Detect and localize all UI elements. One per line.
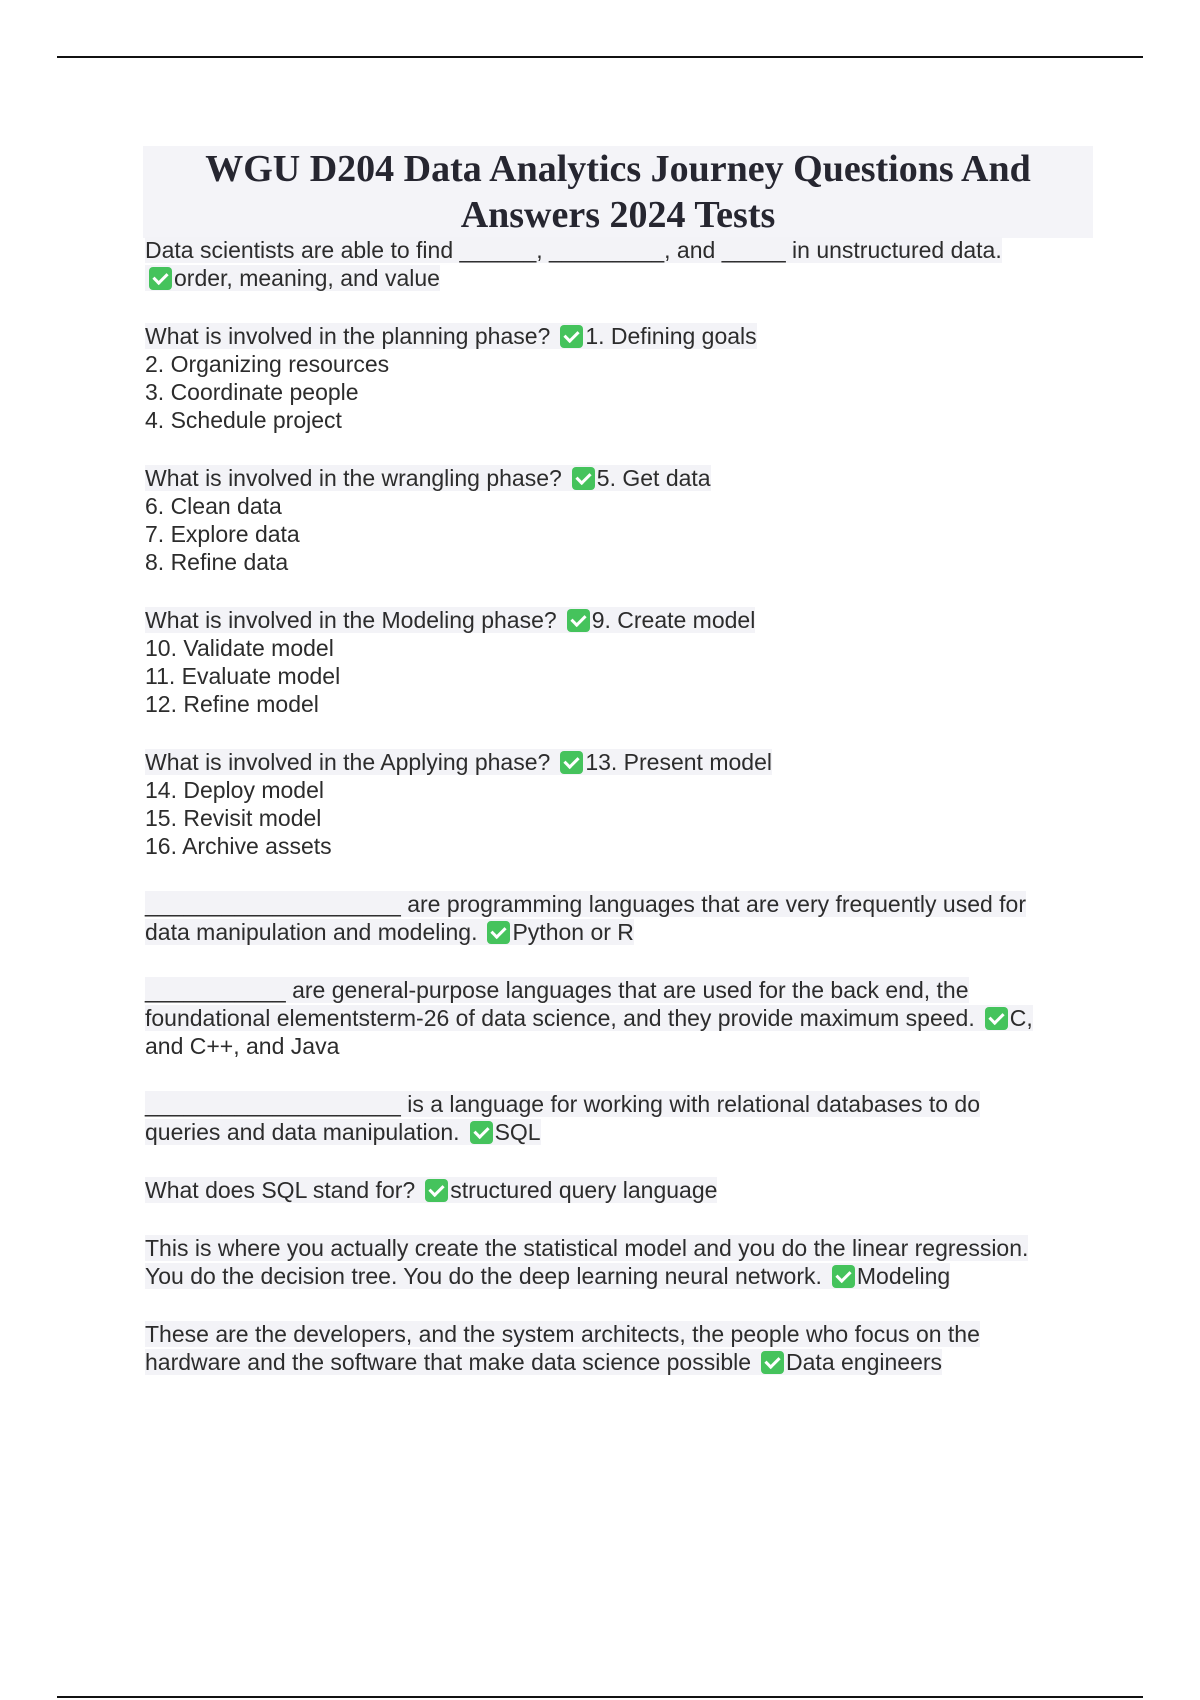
answer-line: and C++, and Java: [145, 1033, 340, 1059]
check-icon: [149, 267, 172, 290]
check-icon: [832, 1265, 855, 1288]
check-icon: [572, 467, 595, 490]
question-text: ___________ are general-purpose languages that are used for the back end, the: [145, 977, 969, 1003]
answer-line: 12. Refine model: [145, 691, 319, 717]
qa-item: [145, 748, 1105, 860]
qa-item: [145, 1320, 1105, 1376]
answer-text: C,: [1009, 1005, 1033, 1031]
question-text: These are the developers, and the system architects, the people who focus on the: [145, 1321, 980, 1347]
question-text: You do the decision tree. You do the deep learning neural network.: [145, 1263, 822, 1289]
question-text: This is where you actually create the statistical model and you do the linear regression.: [145, 1235, 1029, 1261]
check-icon: [425, 1179, 448, 1202]
qa-item: [145, 976, 1105, 1060]
question-text: What is involved in the wrangling phase?: [145, 465, 562, 491]
answer-text: structured query language: [450, 1177, 718, 1203]
question-text: What is involved in the Modeling phase?: [145, 607, 557, 633]
qa-list: [145, 236, 1105, 1406]
question-text: ____________________ are programming languages that are very frequently used for: [145, 891, 1027, 917]
check-icon: [761, 1351, 784, 1374]
question-text: hardware and the software that make data science possible: [145, 1349, 752, 1375]
answer-line: 3. Coordinate people: [145, 379, 359, 405]
answer-text: Data engineers: [786, 1349, 943, 1375]
question-text: What is involved in the planning phase?: [145, 323, 551, 349]
answer-text: 13. Present model: [585, 749, 772, 775]
answer-line: 10. Validate model: [145, 635, 334, 661]
answer-line: 6. Clean data: [145, 493, 282, 519]
answer-line: 7. Explore data: [145, 521, 300, 547]
answer-text: SQL: [494, 1119, 541, 1145]
document-title: [143, 146, 1093, 238]
check-icon: [560, 751, 583, 774]
answer-text: Python or R: [512, 919, 634, 945]
answer-text: 5. Get data: [596, 465, 711, 491]
check-icon: [487, 921, 510, 944]
check-icon: [470, 1121, 493, 1144]
top-rule: [57, 56, 1143, 58]
answer-line: 16. Archive assets: [145, 833, 332, 859]
qa-item: [145, 322, 1105, 434]
check-icon: [985, 1007, 1008, 1030]
question-text: Data scientists are able to find ______, _________, and _____ in unstructured data.: [145, 237, 1002, 263]
question-text: ____________________ is a language for working with relational databases to do: [145, 1091, 981, 1117]
answer-line: 11. Evaluate model: [145, 663, 341, 689]
question-text: foundational elementsterm-26 of data science, and they provide maximum speed.: [145, 1005, 975, 1031]
qa-item: [145, 606, 1105, 718]
qa-item: [145, 1090, 1105, 1146]
answer-line: 4. Schedule project: [145, 407, 342, 433]
answer-line: 2. Organizing resources: [145, 351, 390, 377]
title-line-2: Answers 2024 Tests: [460, 194, 776, 236]
qa-item: [145, 1234, 1105, 1290]
title-line-1: WGU D204 Data Analytics Journey Questions And: [205, 148, 1031, 190]
question-text: What does SQL stand for?: [145, 1177, 416, 1203]
question-text: What is involved in the Applying phase?: [145, 749, 551, 775]
check-icon: [567, 609, 590, 632]
answer-line: 8. Refine data: [145, 549, 289, 575]
answer-text: 9. Create model: [591, 607, 756, 633]
answer-text: Modeling: [856, 1263, 951, 1289]
qa-item: [145, 236, 1105, 292]
question-text: data manipulation and modeling.: [145, 919, 478, 945]
question-text: queries and data manipulation.: [145, 1119, 460, 1145]
qa-item: [145, 464, 1105, 576]
answer-text: 1. Defining goals: [585, 323, 757, 349]
check-icon: [560, 325, 583, 348]
answer-line: 15. Revisit model: [145, 805, 322, 831]
answer-text: order, meaning, and value: [174, 265, 440, 291]
answer-line: 14. Deploy model: [145, 777, 324, 803]
bottom-rule: [57, 1696, 1143, 1698]
qa-item: [145, 1176, 1105, 1204]
qa-item: [145, 890, 1105, 946]
